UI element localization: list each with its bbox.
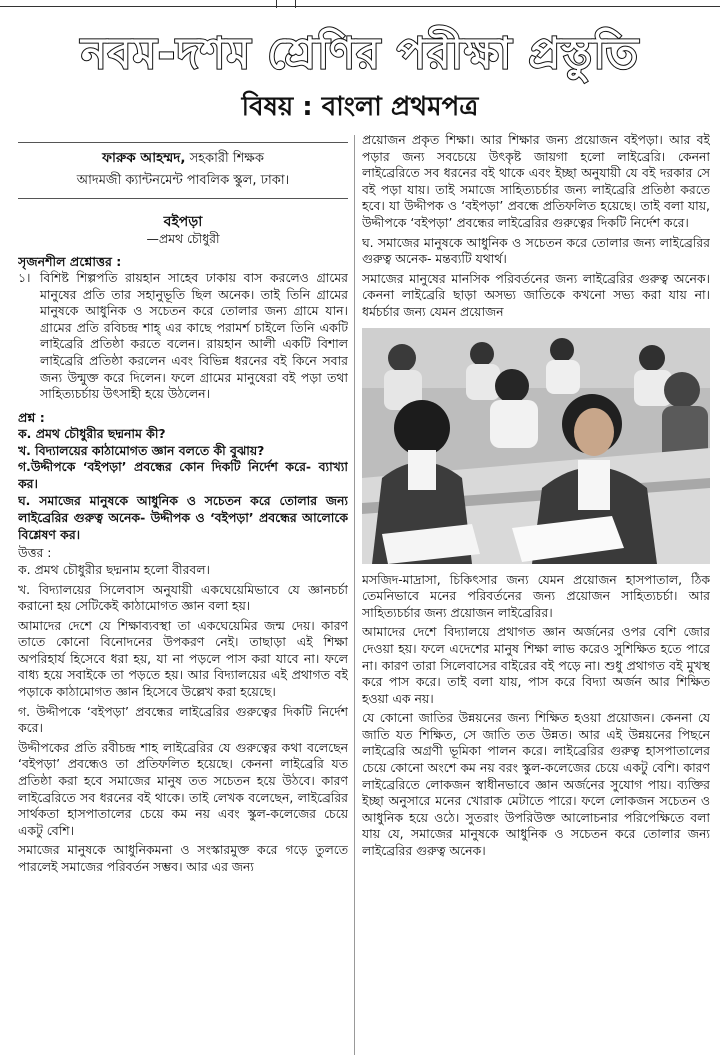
answer-paragraph: গ. উদ্দীপকে ‘বইপড়া’ প্রবন্ধের লাইব্রেরির গুরুত্বের দিকটি নির্দেশ করে। [18, 703, 348, 736]
right-column [362, 132, 710, 1054]
column-divider [354, 135, 355, 1055]
question-stem [18, 270, 348, 403]
left-column [18, 142, 348, 1054]
question-ga: গ.উদ্দীপকে ‘বইপড়া’ প্রবন্ধের কোন দিকটি নির্দেশ করে- ব্যাখ্যা কর। [18, 459, 348, 492]
answer-paragraph: প্রয়োজন প্রকৃত শিক্ষা। আর শিক্ষার জন্য প্রয়োজন বইপড়া। আর বই পড়ার জন্য সবচেয়ে উৎকৃষ্ট জায়গা হলো লাইব্রেরি। কেননা লাইব্রেরিতে সব ধরনের বই থাকে এবং ইচ্ছা অনুযায়ী যে বই দরকার সে বই পড়া যায়। তাই সমাজে সাহিত্যচর্চার জন্য লাইব্রেরি প্রতিষ্ঠা করতে হবে। যা উদ্দীপক ও ‘বইপড়া’ প্রবন্ধে প্রতিফলিত হয়েছে। তাই বলা যায়, উদ্দীপকে ‘বইপড়া’ প্রবন্ধের লাইব্রেরির গুরুত্বের দিকটি নির্দেশ করে। [362, 132, 710, 230]
answer-paragraph: ক. প্রমথ চৌধুরীর ছদ্মনাম হলো বীরবল। [18, 561, 210, 577]
story-title: বইপড়া [163, 214, 203, 230]
subject-heading: বিষয় : বাংলা প্রথমপত্র [241, 92, 479, 122]
question-ka: ক. প্রমথ চৌধুরীর ছদ্মনাম কী? [18, 425, 166, 441]
answer-paragraph: মসজিদ-মাদ্রাসা, চিকিৎসার জন্য যেমন প্রয়োজন হাসপাতাল, ঠিক তেমনিভাবে মনের পরিবর্তনের জন্য প্রয়োজন সাহিত্যচর্চা। আর সাহিত্যচর্চার জন্য প্রয়োজন লাইব্রেরির। [362, 571, 710, 620]
students-illustration [362, 328, 710, 564]
questions-heading: প্রশ্ন : [18, 409, 45, 425]
stem-number: ১। [18, 270, 31, 285]
question-gha: ঘ. সমাজের মানুষকে আধুনিক ও সচেতন করে তোলার জন্য লাইব্রেরির গুরুত্ব অনেক- উদ্দীপক ও ‘বইপড়া’ প্রবন্ধের আলোকে বিশ্লেষণ কর। [18, 492, 348, 542]
top-notch [276, 0, 296, 8]
author-name: ফারুক আহম্মদ, [102, 150, 186, 166]
answer-paragraph: যে কোনো জাতির উন্নয়নের জন্য শিক্ষিত হওয়া প্রয়োজন। কেননা যে জাতি যত শিক্ষিত, সে জাতি তত উন্নত। আর এই উন্নয়নের পিছনে লাইব্রেরি অগ্রণী ভূমিকা পালন করে। লাইব্রেরির গুরুত্ব হাসপাতালের চেয়ে কোনো অংশে কম নয় বরং স্কুল-কলেজের চেয়ে একটু বেশি। কারণ লাইব্রেরিতে লোকজন স্বাধীনভাবে জ্ঞান অর্জনের সুযোগ পায়। ব্যক্তির ইচ্ছা অনুসারে মনের খোরাক মেটাতে পারে। ফলে লোকজন সচেতন ও আধুনিক হয়ে ওঠে। সুতরাং উপরিউক্ত আলোচনার পরিপেক্ষিতে বলা যায় যে, সমাজের মানুষকে আধুনিক ও সচেতন করে তোলার জন্য লাইব্রেরির গুরুত্ব অনেক। [362, 710, 710, 859]
author-institution: আদমজী ক্যান্টনমেন্ট পাবলিক স্কুল, ঢাকা। [76, 173, 290, 188]
author-line [18, 149, 348, 168]
answer-paragraph: আমাদের দেশে বিদ্যালয়ে প্রথাগত জ্ঞান অর্জনের ওপর বেশি জোর দেওয়া হয়। ফলে এদেশের মানুষ শিক্ষা লাভ করেও সুশিক্ষিত হতে পারে না। কারণ তারা সিলেবাসের বাইরের বই পড়ে না। শুধু প্রথাগত বই মুখস্থ করে পাস করে। তাই বলা যায়, পাস করে বিদ্যা অর্জন আর শিক্ষিত হওয়া এক নয়। [362, 624, 710, 706]
question-kha: খ. বিদ্যালয়ের কাঠামোগত জ্ঞান বলতে কী বুঝায়? [18, 442, 265, 458]
answer-paragraph: খ. বিদ্যালয়ের সিলেবাস অনুযায়ী একঘেয়েমিভাবে যে জ্ঞানচর্চা করানো হয় সেটিকেই কাঠামোগত জ্ঞান বলা হয়। [18, 581, 348, 614]
answer-heading: উত্তর : [18, 545, 52, 561]
author-role: সহকারী শিক্ষক [185, 151, 264, 166]
stem-text: বিশিষ্ট শিল্পপতি রায়হান সাহেব ঢাকায় বাস করলেও গ্রামের মানুষের প্রতি তার সহানুভূতি ছিল অনেক। তাই তিনি গ্রামের মানুষকে আধুনিক ও সচেতন করে তোলার জন্য গ্রামে যান। গ্রামের প্রতি রবিচন্দ্র শাহ্ এর কাছে পরামর্শ চাইলে তিনি একটি লাইব্রেরি প্রতিষ্ঠা করতে বলেন। রায়হান আলী একটি বিশাল লাইব্রেরি প্রতিষ্ঠা করলেন এবং বিভিন্ন ধরনের বই কিনে সবার জন্য উন্মুক্ত করে দিলেন। ফলে গ্রামের মানুষেরা বই পড়া তথা সাহিত্যচর্চায় উৎসাহী হয়ে উঠলেন। [40, 270, 348, 402]
creative-heading: সৃজনশীল প্রশ্নোত্তর : [18, 254, 122, 269]
answer-paragraph: সমাজের মানুষের মানসিক পরিবর্তনের জন্য লাইব্রেরির গুরুত্ব অনেক। কেননা লাইব্রেরি ছাড়া অসভ্য জাতিকে কখনো সভ্য করা যায় না। ধর্মচর্চার জন্য যেমন প্রয়োজন [362, 270, 710, 319]
author-top-rule [18, 142, 348, 143]
author-bottom-rule [18, 198, 348, 199]
top-rule [0, 6, 720, 7]
exam-hall-photo [362, 328, 710, 564]
story-author: —প্রমথ চৌধুরী [146, 231, 220, 246]
page-title: নবম-দশম শ্রেণির পরীক্ষা প্রস্তুতি [81, 29, 639, 79]
answer-paragraph: সমাজের মানুষকে আধুনিকমনা ও সংস্কারমুক্ত করে গড়ে তুলতে পারলেই সমাজের পরিবর্তন সম্ভব। আর এর জন্য [18, 842, 348, 875]
answer-paragraph: উদ্দীপকের প্রতি রবীচন্দ্র শাহ লাইব্রেরির যে গুরুত্বের কথা বলেছেন ‘বইপড়া’ প্রবন্ধেও তা প্রতিফলিত হয়েছে। কেননা লাইব্রেরি যত প্রতিষ্ঠা করা হবে সমাজের মানুষ তত সচেতন হয়ে উঠবে। কারণ লাইব্রেরিতে সব ধরনের বই থাকে। তাই লেখক বলেছেন, লাইব্রেরির সার্থকতা হাসপাতালের চেয়ে কম নয় এবং স্কুল-কলেজের চেয়ে একটু বেশি। [18, 739, 348, 838]
answer-paragraph: আমাদের দেশে যে শিক্ষাব্যবস্থা তা একঘেয়েমির জন্ম দেয়। কারণ তাতে কোনো বিনোদনের উপকরণ নেই। তাছাড়া এই শিক্ষা অপরিহার্য হিসেবে ধরা হয়, যা না পড়লে পাস করা যাবে না। ফলে বাধ্য হয়ে সবাইকে তা পড়তে হয়। আর বিদ্যালয়ের এই প্রথাগত বই পড়াকে কাঠামোগত জ্ঞান হিসেবে উল্লেখ করা হয়েছে। [18, 617, 348, 700]
answer-paragraph: ঘ. সমাজের মানুষকে আধুনিক ও সচেতন করে তোলার জন্য লাইব্রেরির গুরুত্ব অনেক- মন্তব্যটি যথার্থ। [362, 234, 710, 267]
